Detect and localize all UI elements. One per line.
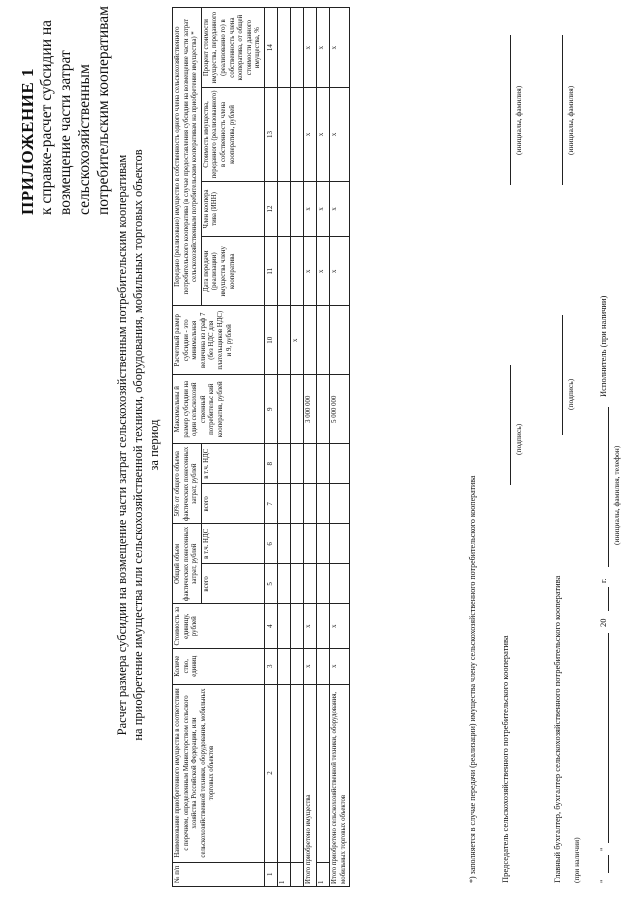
column-number: 14 [264, 8, 277, 88]
signature-caption: (подпись) [514, 423, 523, 455]
footnote: *) заполняется в случае передачи (реализации) имущества члену сельскохозяйственного потребительского кооператива [468, 475, 477, 883]
executor-label: Исполнитель (при наличии) [598, 295, 608, 397]
table-cell [303, 524, 316, 564]
table-cell: 5 000 000 [329, 375, 349, 444]
date-year-line [608, 587, 609, 611]
table-cell [290, 444, 303, 484]
table-cell: 1 [316, 862, 329, 886]
appendix-line: возмещение части затрат [57, 50, 74, 215]
table-cell: x [329, 88, 349, 181]
table-cell: x [303, 604, 316, 649]
column-number: 11 [264, 237, 277, 306]
header-cell: Количе ство, единиц [173, 648, 265, 684]
table-cell: x [303, 648, 316, 684]
header-cell: в т.ч. НДС [201, 444, 264, 484]
date-g: г. [598, 578, 608, 583]
table-cell: x [316, 8, 329, 88]
table-cell [277, 648, 290, 684]
column-number: 3 [264, 648, 277, 684]
header-cell: Член коопера тива (ИНН) [201, 181, 264, 237]
table-cell [329, 564, 349, 604]
table-cell [277, 8, 290, 88]
column-number: 4 [264, 604, 277, 649]
column-number: 5 [264, 564, 277, 604]
header-cell: Общий объем фактических понесенных затрат, рублей [173, 524, 202, 604]
signature-caption: (инициалы, фамилия) [514, 85, 523, 155]
table-cell [316, 648, 329, 684]
table-cell [316, 306, 329, 375]
table-cell: x [329, 237, 349, 306]
table-cell [290, 8, 303, 88]
table-cell: x [329, 8, 349, 88]
table-cell: x [303, 237, 316, 306]
table-cell [303, 444, 316, 484]
table-cell [277, 375, 290, 444]
header-cell: Процент стоимости имущества, переданного (реализованно го) в собственность члена кооператива, от общей стоимости данного имущества, % [201, 8, 264, 88]
table-cell [277, 484, 290, 524]
header-cell: 50% от общего объема фактических понесенных затрат, рублей [173, 444, 202, 524]
signature-caption: (инициалы, фамилия) [566, 85, 575, 155]
appendix-block [18, 5, 113, 215]
table-cell [329, 306, 349, 375]
accountant-label: Главный бухгалтер, бухгалтер сельскохозяйственного потребительского кооператива [552, 575, 562, 883]
column-number: 10 [264, 306, 277, 375]
table-cell [316, 484, 329, 524]
title-line: на приобретение имущества или сельскохозяйственной техники, оборудования, мобильных торговых объектов [131, 149, 145, 741]
table-cell [290, 484, 303, 524]
table-cell [329, 444, 349, 484]
subsidy-table [172, 7, 350, 887]
table-cell: x [316, 181, 329, 237]
table-cell: x [303, 8, 316, 88]
signature-line [562, 35, 563, 185]
header-cell: Стоимость за единицу, рублей [173, 604, 265, 649]
table-cell [329, 524, 349, 564]
table-cell [303, 306, 316, 375]
date-year: 20 [598, 618, 608, 627]
column-number: 6 [264, 524, 277, 564]
column-number: 9 [264, 375, 277, 444]
if-any-caption: (при наличии) [572, 837, 581, 883]
signature-line [510, 365, 511, 485]
signature-line [510, 35, 511, 185]
table-cell [316, 444, 329, 484]
signature-line [562, 315, 563, 435]
title-line: за период [147, 419, 161, 471]
table-cell [290, 604, 303, 649]
header-cell: всего [201, 484, 264, 524]
header-cell: Максимальны й размер субсидии на один сельскохозяй ственный потребительс кий кооператив, рублей [173, 375, 265, 444]
table-cell [290, 862, 303, 886]
table-cell [277, 88, 290, 181]
table-cell [290, 237, 303, 306]
date-quote: " [598, 879, 608, 883]
table-cell [290, 375, 303, 444]
document-title [114, 135, 162, 755]
table-row [316, 8, 329, 887]
column-number: 7 [264, 484, 277, 524]
column-number: 1 [264, 862, 277, 886]
table-cell: x [316, 88, 329, 181]
column-number: 8 [264, 444, 277, 484]
total-row [303, 8, 316, 887]
header-cell: в т.ч. НДС [201, 524, 264, 564]
appendix-heading: ПРИЛОЖЕНИЕ 1 [18, 68, 37, 215]
table-row [290, 8, 303, 887]
signature-caption: (подпись) [566, 378, 575, 410]
table-cell [303, 484, 316, 524]
header-cell: Передано (реализовано) имущество в собственность одного члена сельскохозяйственного потребительского кооператива (в случае предоставления субсидии на возмещение части затрат сельскохозяйственным потребительским кооперативам на приобретение имущества) * [173, 8, 202, 306]
executor-line [608, 407, 609, 567]
table-cell [277, 181, 290, 237]
table-cell [316, 564, 329, 604]
table-cell [277, 684, 290, 862]
table-cell [290, 181, 303, 237]
header-cell: Расчетный размер субсидии - это минимальная величина из граф 7 (без НДС для плательщиков НДС) и 9, рублей [173, 306, 265, 375]
column-number: 13 [264, 88, 277, 181]
header-cell: Стоимость имущества, переданного (реализованного) в собственность члена кооператива, рублей [201, 88, 264, 181]
table-cell: x [329, 604, 349, 649]
total-label: Итого приобретено сельскохозяйственной техники, оборудования, мобильных торговых объектов [329, 684, 349, 886]
table-cell [329, 484, 349, 524]
appendix-line: сельскохозяйственным [76, 64, 93, 215]
table-cell [316, 684, 329, 862]
header-cell: № п/п [173, 862, 265, 886]
total-label: Итого приобретено имущества [303, 684, 316, 886]
appendix-line: к справке-расчет субсидии на [38, 19, 55, 215]
table-cell: x [329, 648, 349, 684]
column-number: 12 [264, 181, 277, 237]
table-cell [316, 524, 329, 564]
date-day-line [608, 855, 609, 873]
table-cell [316, 375, 329, 444]
table-cell: x [329, 181, 349, 237]
table-cell [316, 604, 329, 649]
table-cell [290, 684, 303, 862]
table-cell [290, 88, 303, 181]
table-cell [290, 648, 303, 684]
column-number: 2 [264, 684, 277, 862]
table-cell [277, 524, 290, 564]
header-cell: Дата передачи (реализации) имущества члену кооператива [201, 237, 264, 306]
table-row [277, 8, 290, 887]
executor-caption: (инициалы, фамилия, телефон) [612, 445, 621, 545]
table-cell [290, 524, 303, 564]
table-cell: x [316, 237, 329, 306]
table-cell [277, 237, 290, 306]
table-cell [277, 444, 290, 484]
title-line: Расчет размера субсидии на возмещение части затрат сельскохозяйственным потребительским кооперативам [115, 154, 129, 736]
table-cell [290, 564, 303, 604]
table-cell [277, 564, 290, 604]
header-cell: всего [201, 564, 264, 604]
table-cell: x [303, 181, 316, 237]
header-cell: Наименование приобретенного имущества в соответствии с перечнем, определенным Министерством сельского хозяйства Российской Федерации, или сельскохозяйственной техники, оборудования, мобильных торговых объектов [173, 684, 265, 862]
total-row [329, 8, 349, 887]
table-cell: 3 000 000 [303, 375, 316, 444]
table-cell [303, 564, 316, 604]
table-cell: x [290, 306, 303, 375]
date-month-line [608, 633, 609, 843]
table-cell: 1 [277, 862, 290, 886]
header-row [173, 8, 202, 887]
appendix-line: потребительским кооперативам [95, 6, 112, 215]
table-cell [277, 604, 290, 649]
column-number-row [264, 8, 277, 887]
table-cell [277, 306, 290, 375]
date-quote: " [598, 847, 608, 851]
chairman-label: Председатель сельскохозяйственного потребительского кооператива [500, 635, 510, 883]
table-cell: x [303, 88, 316, 181]
